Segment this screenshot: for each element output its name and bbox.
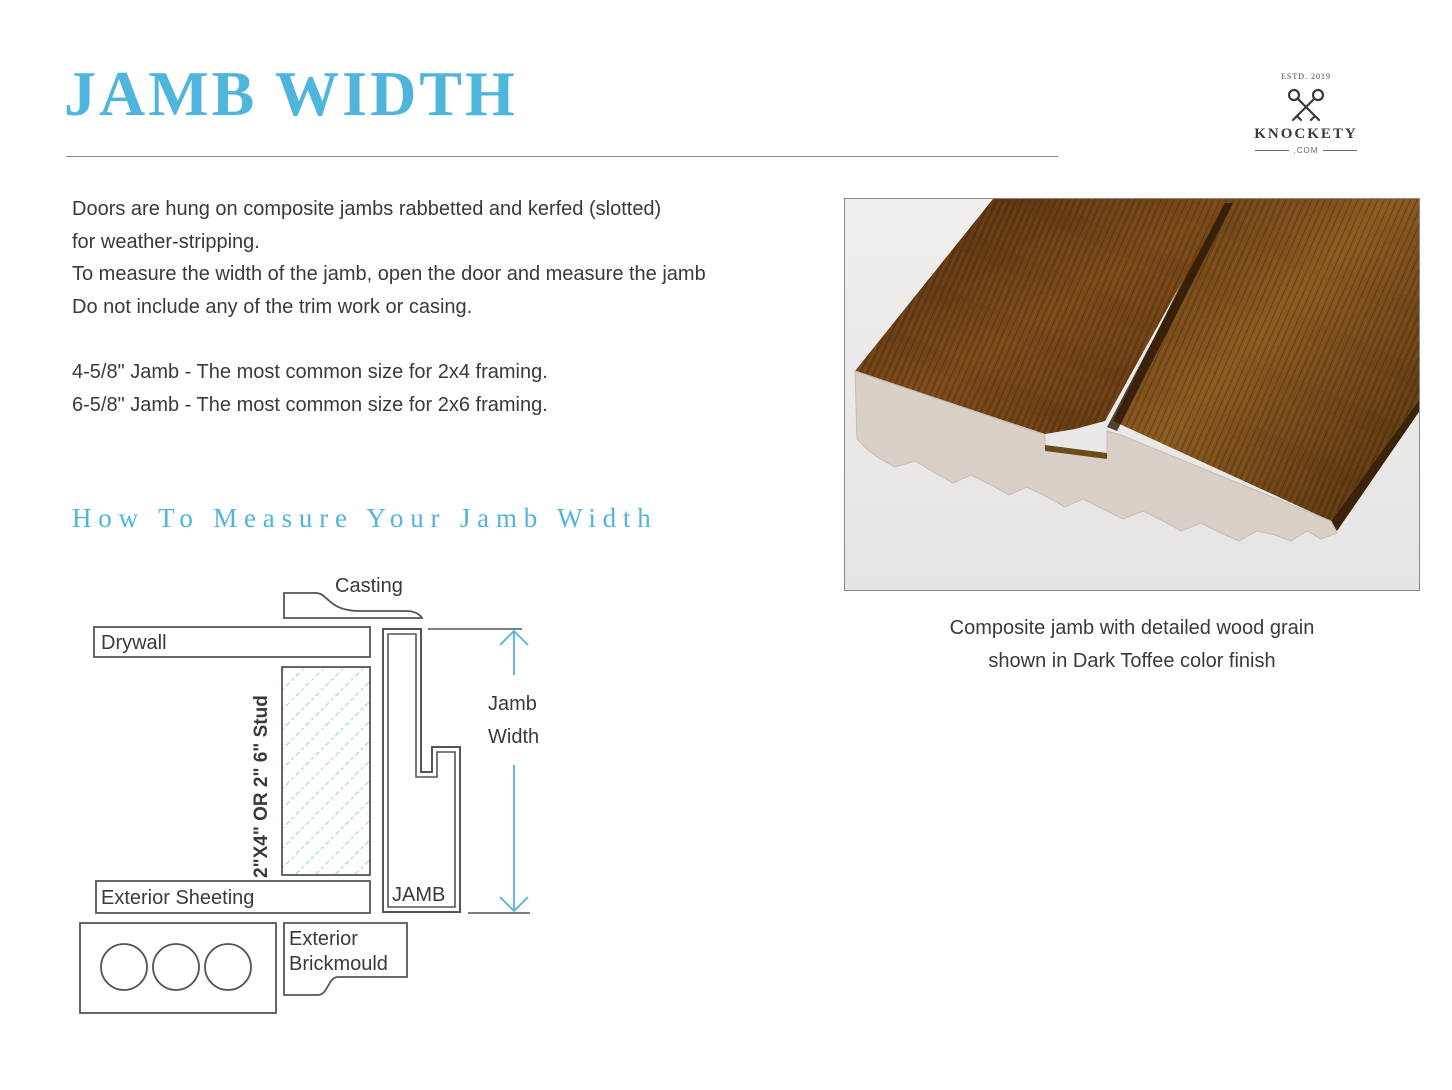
intro-line: Doors are hung on composite jambs rabbetted and kerfed (slotted) bbox=[72, 198, 662, 220]
intro-line: Do not include any of the trim work or casing. bbox=[72, 295, 473, 318]
crossed-keys-icon bbox=[1285, 86, 1327, 124]
exterior-sheeting-label: Exterior Sheeting bbox=[101, 887, 255, 909]
section-subheading: How To Measure Your Jamb Width bbox=[72, 503, 658, 533]
page-title: JAMB WIDTH bbox=[64, 58, 518, 129]
stud-label: 2"X4" OR 2" 6" Stud bbox=[251, 695, 272, 878]
intro-text bbox=[72, 193, 832, 323]
jamb-photo-illustration bbox=[845, 199, 1420, 591]
brick-hole bbox=[101, 944, 147, 990]
intro-line: To measure the width of the jamb, open the door and measure the jamb bbox=[72, 263, 706, 285]
intro-line: for weather-stripping. bbox=[72, 230, 260, 253]
jamb-size-item: 6-5/8" Jamb - The most common size for 2x6 framing. bbox=[72, 393, 548, 416]
jamb-label: JAMB bbox=[392, 884, 446, 906]
brick-shape bbox=[80, 923, 276, 1013]
brand-logo[interactable] bbox=[1238, 66, 1374, 162]
caption-line: shown in Dark Toffee color finish bbox=[988, 650, 1276, 672]
logo-established-text: ESTD. 2019 bbox=[1281, 72, 1331, 81]
drywall-label: Drywall bbox=[101, 632, 167, 654]
jamb-measurement-diagram bbox=[70, 565, 570, 1025]
logo-brand-text: KNOCKETY bbox=[1254, 126, 1358, 142]
jamb-width-label-line1: Jamb bbox=[488, 693, 537, 715]
caption-line: Composite jamb with detailed wood grain bbox=[949, 617, 1315, 639]
casting-label: Casting bbox=[335, 575, 403, 597]
brickmould-label-line1: Exterior bbox=[289, 928, 358, 950]
title-divider bbox=[66, 156, 1058, 157]
logo-domain-text: .COM bbox=[1238, 146, 1374, 155]
stud-shape bbox=[282, 667, 370, 875]
jamb-shape bbox=[383, 629, 460, 912]
jamb-width-label-line2: Width bbox=[488, 726, 540, 748]
brickmould-label-line2: Brickmould bbox=[289, 953, 388, 975]
jamb-size-list bbox=[72, 356, 832, 421]
photo-caption bbox=[844, 612, 1420, 678]
jamb-size-item: 4-5/8" Jamb - The most common size for 2x4 framing. bbox=[72, 361, 548, 383]
brick-hole bbox=[205, 944, 251, 990]
jamb-product-photo bbox=[844, 198, 1420, 591]
brick-hole bbox=[153, 944, 199, 990]
